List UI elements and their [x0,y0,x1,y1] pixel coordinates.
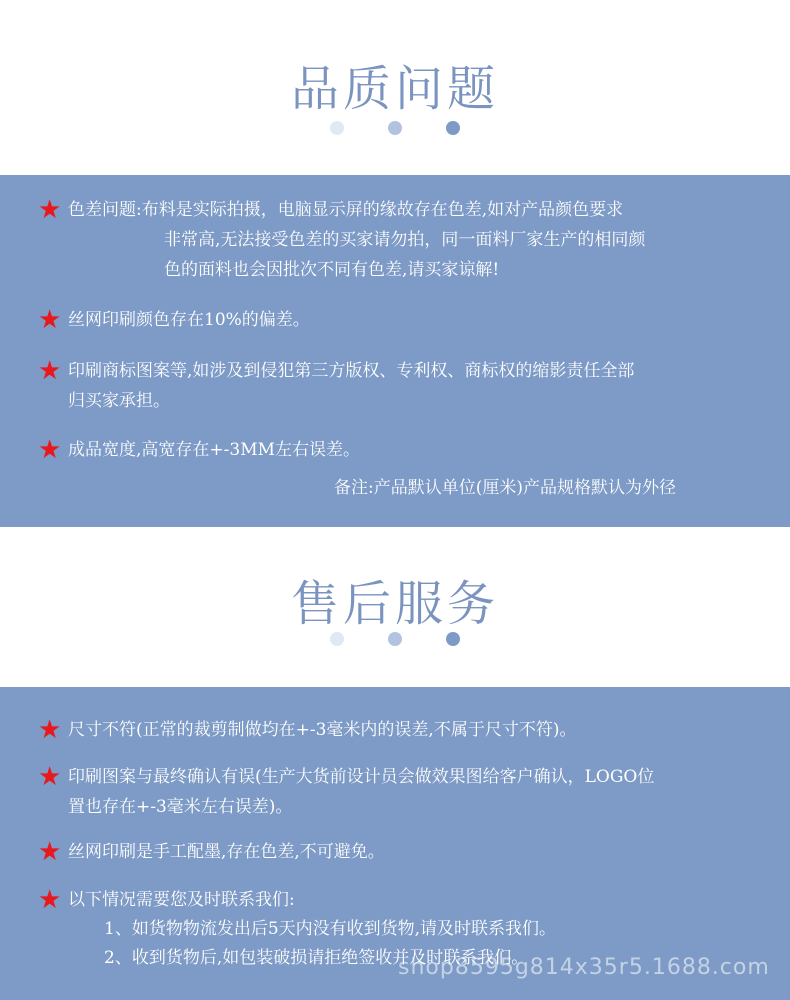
dot-icon [388,632,402,646]
red-star-icon: ★ [38,885,62,915]
item-text: 色差问题:布料是实际拍摄，电脑显示屏的缘故存在色差,如对产品颜色要求 非常高,无法接受色差的买家请勿拍，同一面料厂家生产的相同颜 色的面料也会因批次不同有色差,请买家谅解! [68,200,646,280]
section2-dots [0,631,790,650]
quality-issues-panel [0,175,790,527]
item-text: 丝网印刷颜色存在10%的偏差。 [68,310,310,330]
item-text: 成品宽度,高宽存在+-3MM左右误差。 [68,440,361,460]
red-star-icon: ★ [38,356,62,386]
dot-icon [446,632,460,646]
red-star-icon: ★ [38,305,62,335]
red-star-icon: ★ [38,435,62,465]
sub-item-1: 1、如货物物流发出后5天内没有收到货物,请及时联系我们。 [104,919,557,939]
section1-title: 品质问题 [290,61,499,117]
red-star-icon: ★ [38,837,62,867]
dot-icon [446,121,460,135]
note-text: 备注:产品默认单位(厘米)产品规格默认为外径 [334,478,676,498]
item-text: 以下情况需要您及时联系我们: [68,890,295,910]
section1-header [0,0,790,175]
red-star-icon: ★ [38,715,62,745]
red-star-icon: ★ [38,195,62,225]
red-star-icon: ★ [38,762,62,792]
sub-item-2: 2、收到货物后,如包装破损请拒绝签收并及时联系我们。 [104,948,529,968]
item-text: 印刷图案与最终确认有误(生产大货前设计员会做效果图给客户确认，LOGO位 置也存在+-3毫米左右误差)。 [68,767,655,817]
item-text: 印刷商标图案等,如涉及到侵犯第三方版权、专利权、商标权的缩影责任全部 归买家承担。 [68,361,635,411]
watermark: shop8595g814x35r5.1688.com [398,955,770,980]
item-text: 尺寸不符(正常的裁剪制做均在+-3毫米内的误差,不属于尺寸不符)。 [68,720,577,740]
section1-dots [0,120,790,139]
dot-icon [330,121,344,135]
dot-icon [330,632,344,646]
section2-header [0,527,790,687]
item-text: 丝网印刷是手工配墨,存在色差,不可避免。 [68,842,385,862]
dot-icon [388,121,402,135]
section2-title: 售后服务 [290,576,499,632]
after-sales-panel [0,687,790,1000]
